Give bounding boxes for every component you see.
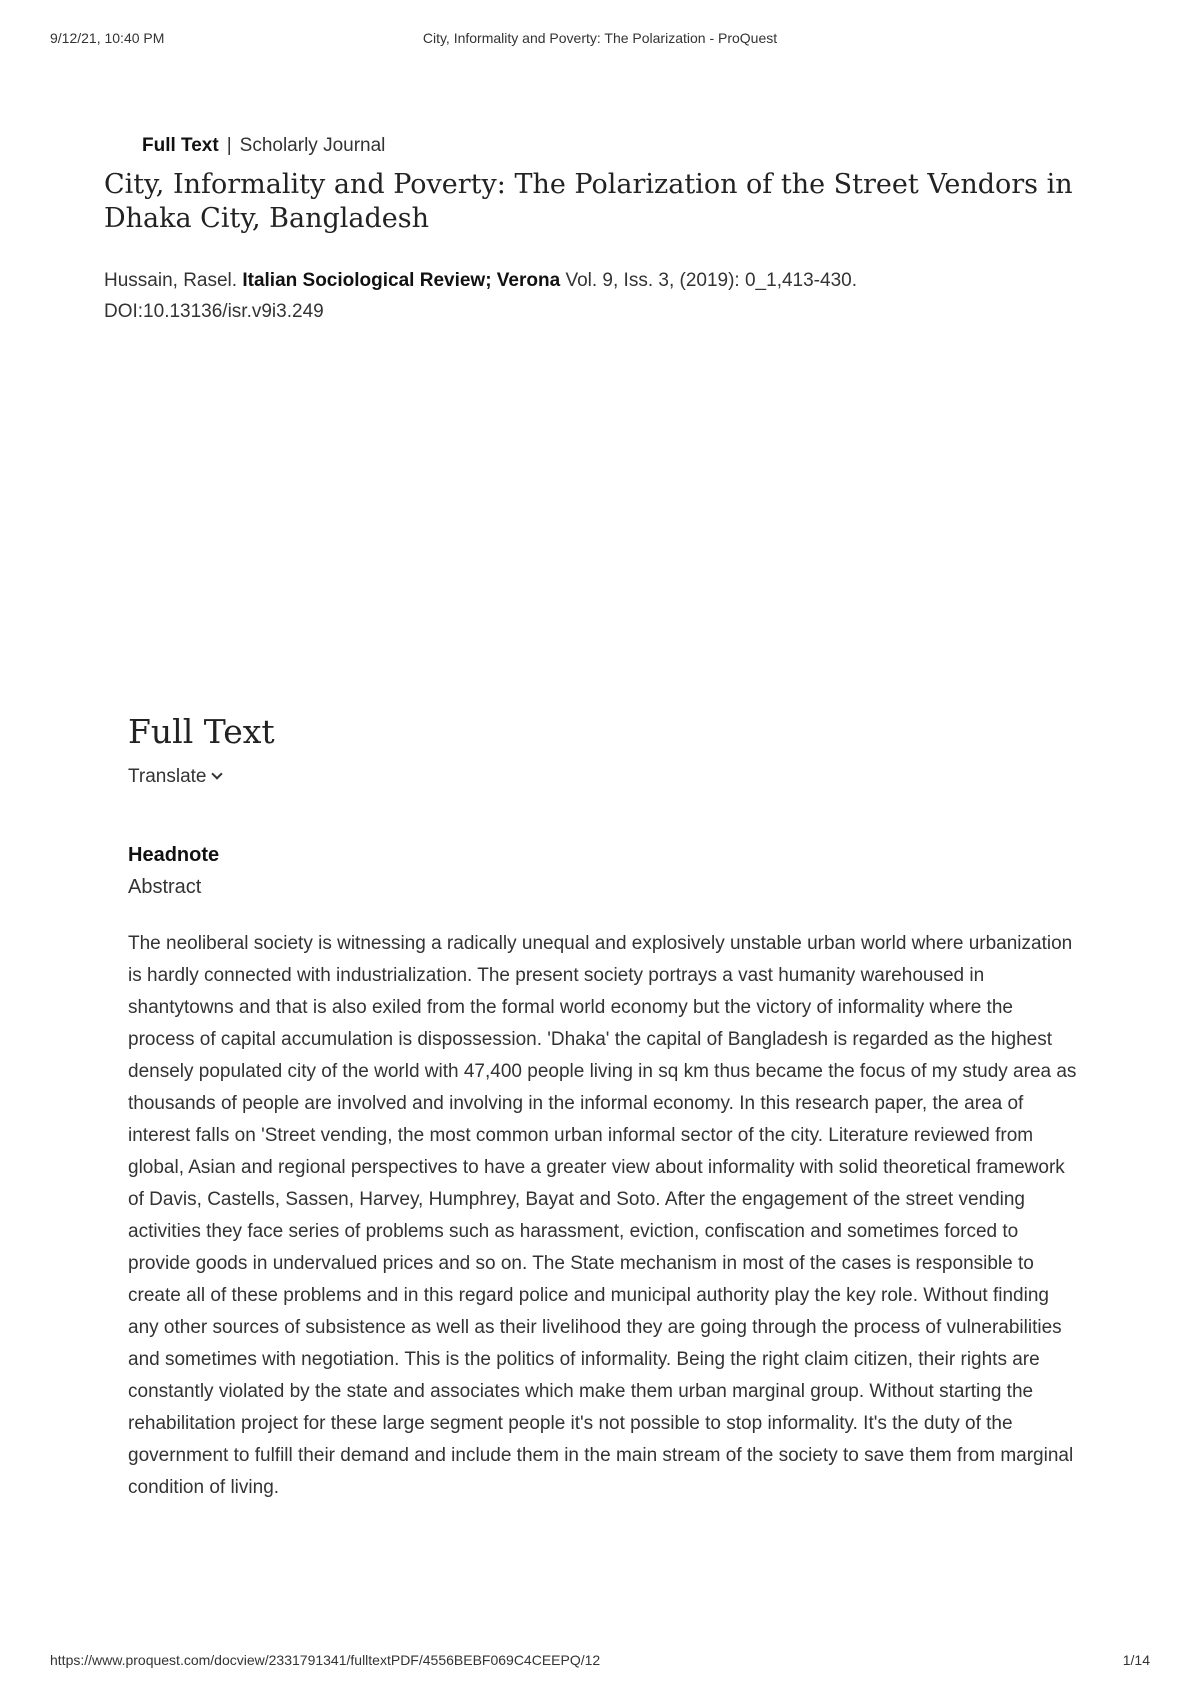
citation-details: Vol. 9, Iss. 3, (2019): 0_1,413-430. (565, 270, 857, 291)
fulltext-link[interactable]: Full Text (142, 135, 219, 156)
translate-label: Translate (128, 766, 207, 787)
journal-link[interactable]: Italian Sociological Review; Verona (242, 270, 561, 291)
article-title: City, Informality and Poverty: The Polarization of the Street Vendors in Dhaka City, Bangladesh (104, 169, 1073, 234)
chevron-down-icon (211, 768, 222, 779)
fulltext-heading: Full Text (128, 712, 275, 751)
abstract-label: Abstract (128, 876, 202, 898)
doi: DOI:10.13136/isr.v9i3.249 (104, 301, 324, 322)
page-indicator: 1/14 (1122, 1652, 1150, 1668)
print-page-title: City, Informality and Poverty: The Polarization - ProQuest (422, 30, 778, 46)
print-footer-url: https://www.proquest.com/docview/2331791341/fulltextPDF/4556BEBF069C4CEEPQ/12 (50, 1652, 601, 1668)
document-type-line (142, 135, 385, 157)
author-link[interactable]: Hussain, Rasel. (104, 270, 238, 291)
document-type: Scholarly Journal (239, 135, 386, 156)
translate-dropdown[interactable] (128, 766, 221, 788)
headnote-label: Headnote (128, 844, 220, 866)
print-datetime: 9/12/21, 10:40 PM (50, 30, 165, 46)
citation-block (104, 265, 1104, 327)
abstract-text: The neoliberal society is witnessing a radically unequal and explosively unstable urban world where urbanization is hardly connected with industrialization. The present society portrays a vast humanity warehoused in shantytowns and that is also exiled from the formal world economy but the victory of informality where the process of capital accumulation is dispossession. 'Dhaka' the capital of Bangladesh is regarded as the highest densely populated city of the world with 47,400 people living in sq km thus became the focus of my study area as thousands of people are involved and involving in the informal economy. In this research paper, the area of interest falls on 'Street vending, the most common urban informal sector of the city. Literature reviewed from global, Asian and regional perspectives to have a greater view about informality with solid theoretical framework of Davis, Castells, Sassen, Harvey, Humphrey, Bayat and Soto. After the engagement of the street vending activities they face series of problems such as harassment, eviction, confiscation and sometimes forced to provide goods in undervalued prices and so on. The State mechanism in most of the cases is responsible to create all of these problems and in this regard police and municipal authority play the key role. Without finding any other sources of subsistence as well as their livelihood they are going through the process of vulnerabilities and sometimes with negotiation. This is the politics of informality. Being the right claim citizen, their rights are constantly violated by the state and associates which make them urban marginal group. Without starting the rehabilitation project for these large segment people it's not possible to stop informality. It's the duty of the government to fulfill their demand and include them in the main stream of the society to save them from marginal condition of living. (128, 933, 1077, 1498)
separator: | (226, 135, 232, 156)
